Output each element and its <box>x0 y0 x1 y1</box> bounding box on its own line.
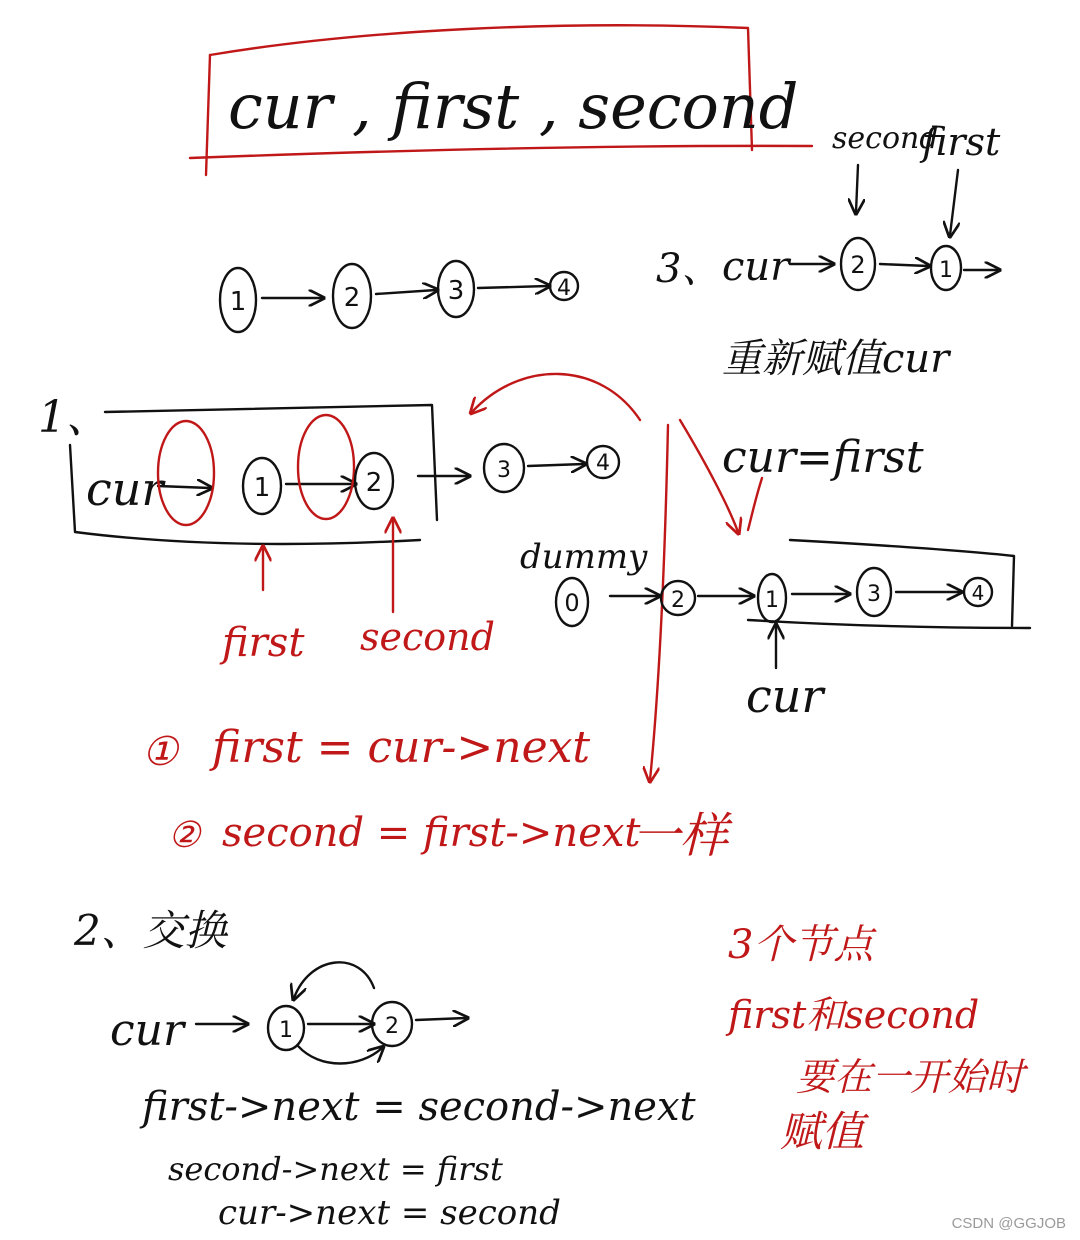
watermark: CSDN @GGJOB <box>951 1215 1066 1232</box>
node-label: 2 <box>343 283 361 313</box>
node-label: 3 <box>447 276 465 306</box>
step1-section <box>38 392 641 856</box>
highlight-ellipse <box>298 415 354 519</box>
step2-eq3: cur->next = second <box>218 1193 561 1233</box>
node-label: 2 <box>365 468 383 498</box>
note-line2: first和second <box>728 993 980 1037</box>
red-note <box>725 922 1029 1156</box>
header-text: cur , first , second <box>228 70 799 143</box>
step1-first-label: first <box>222 620 305 666</box>
dummy-cur-label: cur <box>746 669 824 723</box>
step2-cur: cur <box>110 1005 185 1056</box>
step3-cur: cur <box>722 244 790 290</box>
node-label: 3 <box>497 458 511 483</box>
eq2-text: second = first->next <box>222 810 641 856</box>
step1-second-label: second <box>360 615 495 659</box>
note-line4: 赋值 <box>780 1107 865 1156</box>
node-label: 1 <box>253 473 271 503</box>
node-label: 1 <box>229 287 247 317</box>
node-label: 2 <box>850 251 866 279</box>
note-line3: 要在一开始时 <box>796 1055 1025 1099</box>
same-label: 一样 <box>632 808 729 864</box>
step2-eq2: second->next = first <box>168 1150 503 1188</box>
step3-first-label: first <box>922 120 1001 164</box>
step3-reassign: 重新赋值cur <box>722 336 950 382</box>
dummy-chain <box>520 537 1030 723</box>
node-label: 2 <box>385 1014 399 1039</box>
eq1-text: first = cur->next <box>212 722 591 773</box>
node-label: 0 <box>564 589 580 617</box>
node-label: 3 <box>867 582 881 607</box>
step3-label: 3、 <box>656 246 722 292</box>
step3-section <box>656 120 1001 483</box>
header-box <box>190 25 812 175</box>
step1-cur: cur <box>86 462 164 516</box>
node-label: 4 <box>596 451 610 476</box>
top-chain <box>220 261 578 332</box>
note-line1: 3个节点 <box>728 922 874 968</box>
node-label: 2 <box>671 588 685 613</box>
node-label: 4 <box>971 581 985 605</box>
node-label: 1 <box>939 258 953 283</box>
dummy-label: dummy <box>520 537 648 577</box>
step2-eq1: first->next = second->next <box>142 1084 696 1130</box>
node-label: 1 <box>765 588 779 613</box>
node-label: 1 <box>279 1018 293 1043</box>
step3-second-label: second <box>832 121 939 156</box>
step2-section <box>73 906 697 1233</box>
eq2-marker: ② <box>168 815 201 856</box>
step1-label: 1、 <box>38 392 110 443</box>
node-label: 4 <box>557 276 571 301</box>
step3-assign: cur=first <box>722 432 924 483</box>
highlight-ellipse <box>158 421 214 525</box>
eq1-marker: ① <box>142 729 178 775</box>
step2-label: 2、交换 <box>74 906 227 955</box>
